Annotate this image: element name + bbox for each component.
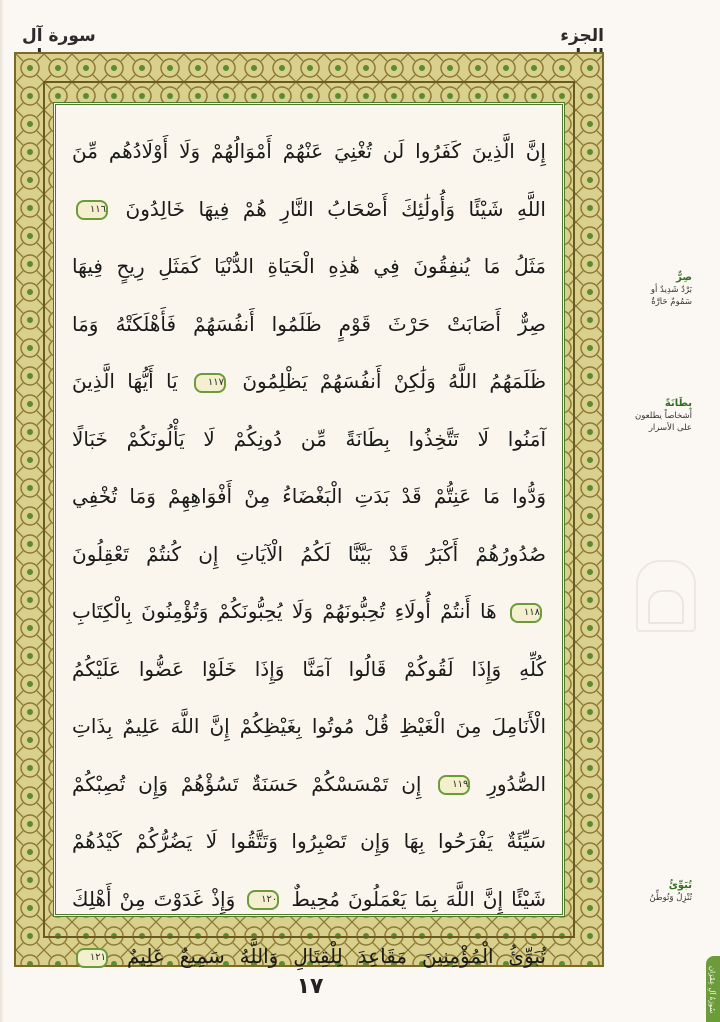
verse-line <box>56 583 562 641</box>
gloss-meaning: بَرْدٌ شَدِيدٌ أو سَمُومٌ حَارَّةٌ <box>650 285 692 307</box>
page-number: ١٧ <box>296 974 324 999</box>
verse-text: كُلِّهِ وَإِذَا لَقُوكُمْ قَالُوا آمَنَّا وَإِذَا خَلَوْا عَضُّوا عَلَيْكُمُ <box>72 656 546 681</box>
verse-line <box>56 123 562 181</box>
gloss-note <box>628 272 692 308</box>
verse-text: سَيِّئَةٌ يَفْرَحُوا بِهَا وَإِن تَصْبِرُوا وَتَتَّقُوا لَا يَضُرُّكُمْ كَيْدُهُمْ <box>72 829 546 853</box>
text-panel <box>53 102 565 968</box>
gloss-word: صِرٌّ <box>676 272 692 283</box>
verse-text: وَدُّوا مَا عَنِتُّمْ قَدْ بَدَتِ الْبَغْضَاءُ مِنْ أَفْوَاهِهِمْ وَمَا تُخْفِي <box>72 484 546 508</box>
verse-text: تُبَوِّئُ الْمُؤْمِنِينَ مَقَاعِدَ لِلْقِتَالِ وَاللَّهُ سَمِيعٌ عَلِيمٌ <box>126 944 547 968</box>
verse-text: اللَّهِ شَيْئًا وَأُولَٰئِكَ أَصْحَابُ النَّارِ هُمْ فِيهَا خَالِدُونَ <box>125 196 546 221</box>
verse-line <box>56 871 562 929</box>
verse-text: الصُّدُورِ <box>487 771 546 796</box>
verse-line <box>56 641 562 699</box>
ayah-number-marker: ١١٦ <box>76 200 108 220</box>
gloss-meaning: أشخاصاً يطلعون على الأسرار <box>635 411 692 433</box>
gloss-meaning: تُنْزِلُ وَتُوطِّنُ <box>649 893 692 903</box>
ayah-number-marker: ١١٨ <box>510 603 542 623</box>
ayah-number-marker: ١٢٠ <box>247 890 279 910</box>
verse-line <box>56 238 562 296</box>
verse-text: شَيْئًا إِنَّ اللَّهَ بِمَا يَعْمَلُونَ مُحِيطٌ <box>291 886 547 911</box>
surah-header: سورة آل <box>22 26 96 46</box>
verse-text: مَثَلُ مَا يُنفِقُونَ فِي هَٰذِهِ الْحَيَاةِ الدُّنْيَا كَمَثَلِ رِيحٍ فِيهَا <box>72 254 546 278</box>
verse-text: إِنَّ الَّذِينَ كَفَرُوا لَن تُغْنِيَ عَنْهُمْ أَمْوَالُهُمْ وَلَا أَوْلَادُهُم مِّنَ <box>72 139 546 163</box>
verse-text: الْأَنَامِلَ مِنَ الْغَيْظِ قُلْ مُوتُوا بِغَيْظِكُمْ إِنَّ اللَّهَ عَلِيمٌ بِذَاتِ <box>72 714 546 738</box>
verse-text: صُدُورُهُمْ أَكْبَرُ قَدْ بَيَّنَّا لَكُمُ الْآيَاتِ إِن كُنتُمْ تَعْقِلُونَ <box>72 541 546 566</box>
verse-text: آمَنُوا لَا تَتَّخِذُوا بِطَانَةً مِّن دُونِكُمْ لَا يَأْلُونَكُمْ خَبَالًا <box>72 426 546 451</box>
gloss-note <box>628 398 692 434</box>
verse-line <box>56 181 562 239</box>
juz-header: الجزء <box>560 26 604 46</box>
gloss-word: تُبَوِّئُ <box>668 880 692 891</box>
verse-text: ظَلَمَهُمُ اللَّهُ وَلَٰكِنْ أَنفُسَهُمْ يَظْلِمُونَ <box>242 369 547 393</box>
verse-text-tail: إِن تَمْسَسْكُمْ حَسَنَةٌ تَسُؤْهُمْ وَإِن تُصِبْكُمْ <box>72 771 422 796</box>
verse-text-tail: هَا أَنتُمْ أُولَاءِ تُحِبُّونَهُمْ وَلَا يُحِبُّونَكُمْ وَتُؤْمِنُونَ بِالْكِتَابِ <box>72 599 497 623</box>
surah-index-tab[interactable] <box>706 956 720 1022</box>
gloss-note <box>628 880 692 904</box>
verse-line <box>56 411 562 469</box>
ayah-number-marker: ١١٧ <box>194 373 226 393</box>
ayah-number-marker: ١٢١ <box>76 948 108 968</box>
verse-text-tail: يَا أَيُّهَا الَّذِينَ <box>72 369 178 393</box>
ayah-number-marker: ١١٩ <box>438 775 470 795</box>
verse-line <box>56 353 562 411</box>
watermark-arch-inner-icon <box>648 590 684 624</box>
verse-line <box>56 526 562 584</box>
page-edge <box>0 0 4 1022</box>
verse-line <box>56 296 562 354</box>
verse-text-tail: وَإِذْ غَدَوْتَ مِنْ أَهْلِكَ <box>72 886 236 911</box>
verse-line <box>56 698 562 756</box>
verse-line <box>56 468 562 526</box>
side-tab-label: سُورَةُ آلِ عِمْرَان <box>708 966 716 1014</box>
verse-lines <box>56 123 562 986</box>
verse-line <box>56 813 562 871</box>
gloss-word: بِطَانَةً <box>664 398 692 409</box>
verse-text: صِرٌّ أَصَابَتْ حَرْثَ قَوْمٍ ظَلَمُوا أَنفُسَهُمْ فَأَهْلَكَتْهُ وَمَا <box>72 311 546 336</box>
verse-line <box>56 756 562 814</box>
